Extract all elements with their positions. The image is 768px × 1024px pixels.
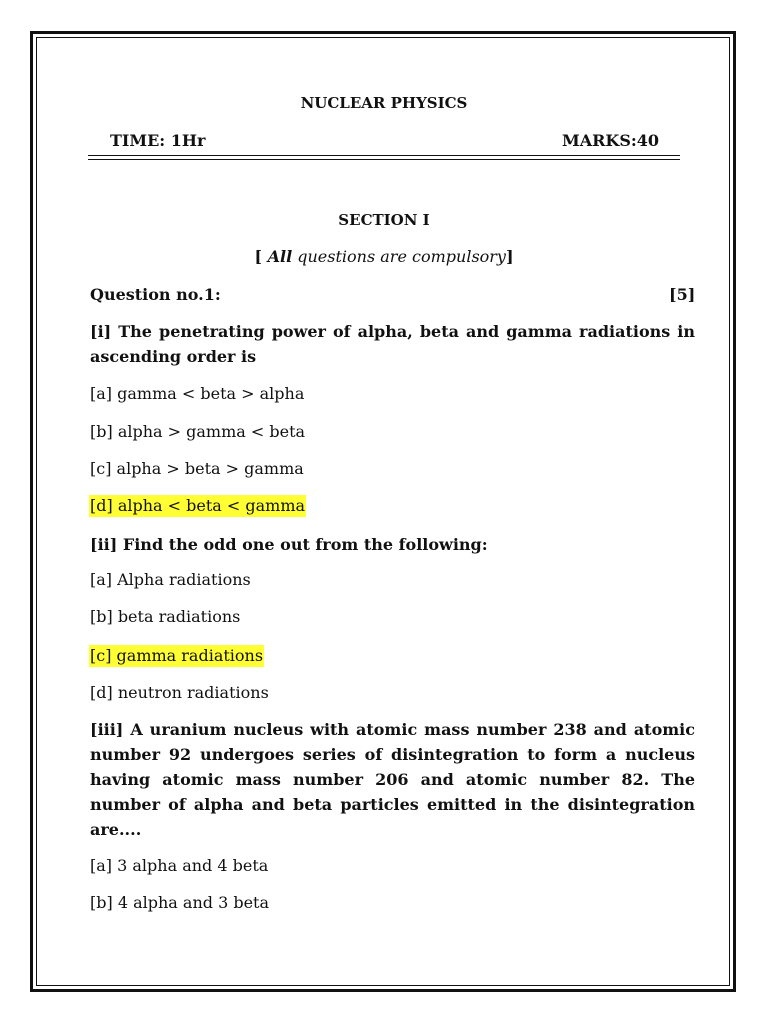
answer-highlight: [c] gamma radiations (90, 646, 264, 665)
page-title: NUCLEAR PHYSICS (300, 94, 468, 112)
option-item-highlighted (90, 496, 306, 515)
exam-time: TIME: 1Hr (110, 131, 206, 150)
option-item: [a] Alpha radiations (90, 570, 251, 589)
option-item: [a] 3 alpha and 4 beta (90, 856, 269, 875)
option-item: [a] gamma < beta > alpha (90, 384, 305, 403)
option-item: [b] 4 alpha and 3 beta (90, 893, 270, 912)
answer-highlight: [d] alpha < beta < gamma (90, 496, 306, 515)
exam-marks: MARKS:40 (562, 131, 660, 150)
section-title: SECTION I (338, 211, 430, 229)
instruction-open-bracket: [ (254, 247, 268, 266)
option-item: [c] alpha > beta > gamma (90, 459, 304, 478)
header-divider-bottom (88, 159, 680, 160)
question-marks: [5] (669, 285, 696, 304)
subquestion-text: [i] The penetrating power of alpha, beta and gamma radiations in ascending order is (90, 322, 695, 366)
option-item: [d] neutron radiations (90, 683, 269, 702)
section-instruction (0, 247, 768, 266)
subquestion-text: [iii] A uranium nucleus with atomic mass number 238 and atomic number 92 undergoes series of disintegration to form a nucleus having atomic mass number 206 and atomic number 82. The number of alpha and beta particles emitted in the disintegration are.... (90, 720, 695, 839)
question-heading: Question no.1: (90, 285, 221, 304)
option-item: [b] alpha > gamma < beta (90, 422, 306, 441)
option-item-highlighted (90, 646, 264, 665)
instruction-close-bracket: ] (505, 247, 514, 266)
instruction-emphasis: All (267, 247, 293, 266)
header-divider-top (88, 155, 680, 156)
subquestion-text: [ii] Find the odd one out from the following: (90, 535, 488, 554)
instruction-text: questions are compulsory (292, 247, 506, 266)
option-item: [b] beta radiations (90, 607, 241, 626)
